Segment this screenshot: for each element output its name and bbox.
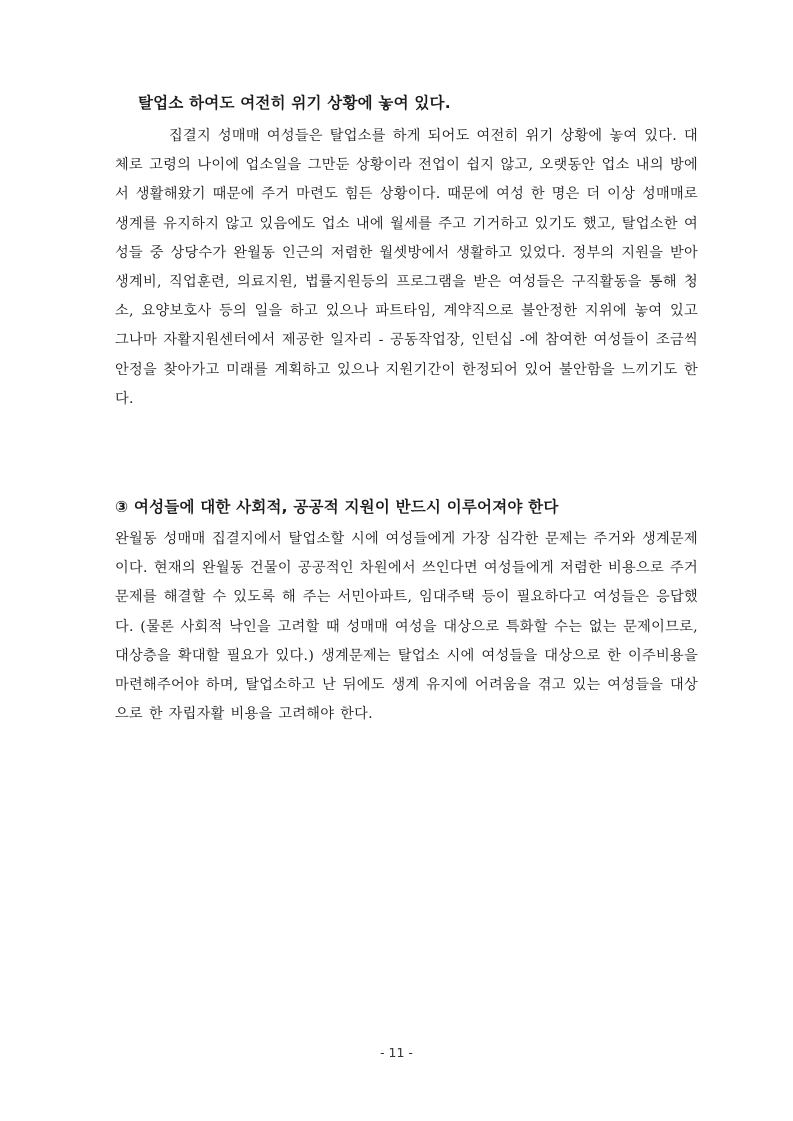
section-heading-support: ③ 여성들에 대한 사회적, 공공적 지원이 반드시 이루어져야 한다 (115, 498, 559, 516)
section-heading-crisis: 탈업소 하여도 여전히 위기 상황에 놓여 있다. (138, 94, 451, 112)
section-paragraph-support: 완월동 성매매 집결지에서 탈업소할 시에 여성들에게 가장 심각한 문제는 주거와 생계문제이다. 현재의 완월동 건물이 공공적인 차원에서 쓰인다면 여성들에게 저렴한 비용으로 주거문제를 해결할 수 있도록 해 주는 서민아파트, 임대주택 등이 필요하다고 여성들은 응답했다. (물론 사회적 낙인을 고려할 때 성매매 여성을 대상으로 특화할 수는 없는 문제이므로, 대상층을 확대할 필요가 있다.) 생계문제는 탈업소 시에 여성들을 대상으로 한 이주비용을 마련해주어야 하며, 탈업소하고 난 뒤에도 생계 유지에 어려움을 겪고 있는 여성들을 대상으로 한 자립자활 비용을 고려해야 한다. (115, 531, 698, 723)
section-paragraph-crisis: 집결지 성매매 여성들은 탈업소를 하게 되어도 여전히 위기 상황에 놓여 있다. 대체로 고령의 나이에 업소일을 그만둔 상황이라 전업이 쉽지 않고, 오랫동안 업소 내의 방에서 생활해왔기 때문에 주거 마련도 힘든 상황이다. 때문에 여성 한 명은 더 이상 성매매로 생계를 유지하지 않고 있음에도 업소 내에 월세를 주고 기거하고 있기도 했고, 탈업소한 여성들 중 상당수가 완월동 인근의 저렴한 월셋방에서 생활하고 있었다. 정부의 지원을 받아 생계비, 직업훈련, 의료지원, 법률지원등의 프로그램을 받은 여성들은 구직활동을 통해 청소, 요양보호사 등의 일을 하고 있으나 파트타임, 계약직으로 불안정한 지위에 놓여 있고 그나마 자활지원센터에서 제공한 일자리 - 공동작업장, 인턴십 -에 참여한 여성들이 조금씩 안정을 찾아가고 미래를 계획하고 있으나 지원기간이 한정되어 있어 불안함을 느끼기도 한다. (115, 128, 698, 407)
page-number: - 11 - (380, 1045, 413, 1060)
